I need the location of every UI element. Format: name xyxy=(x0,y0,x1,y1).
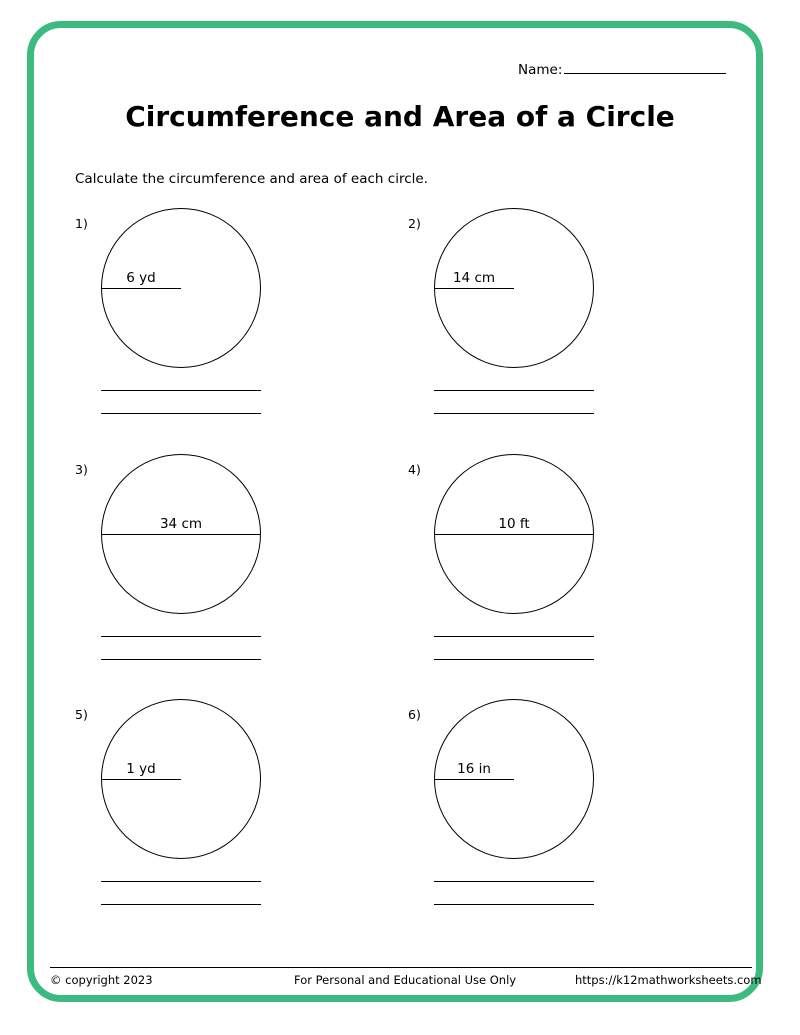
circumference-answer-line[interactable] xyxy=(101,636,261,637)
problem-3 xyxy=(75,462,375,702)
problem-number: 4) xyxy=(408,462,421,477)
name-blank-line[interactable] xyxy=(564,61,726,74)
problem-1 xyxy=(75,216,375,456)
area-answer-line[interactable] xyxy=(434,413,594,414)
problem-6 xyxy=(408,707,708,947)
measure-label: 10 ft xyxy=(498,516,530,532)
problem-5 xyxy=(75,707,375,947)
problem-number: 6) xyxy=(408,707,421,722)
measure-label: 6 yd xyxy=(126,270,156,286)
radius-line xyxy=(101,288,181,289)
problem-4 xyxy=(408,462,708,702)
name-field xyxy=(518,61,726,78)
circumference-answer-line[interactable] xyxy=(101,390,261,391)
area-answer-line[interactable] xyxy=(101,904,261,905)
problem-number: 2) xyxy=(408,216,421,231)
measure-label: 14 cm xyxy=(452,270,496,286)
circumference-answer-line[interactable] xyxy=(434,636,594,637)
footer-url[interactable]: https://k12mathworksheets.com xyxy=(575,973,762,987)
footer-usage: For Personal and Educational Use Only xyxy=(294,973,517,987)
area-answer-line[interactable] xyxy=(101,659,261,660)
area-answer-line[interactable] xyxy=(434,659,594,660)
problem-number: 1) xyxy=(75,216,88,231)
measure-label: 1 yd xyxy=(126,761,156,777)
instructions: Calculate the circumference and area of each circle. xyxy=(75,171,428,187)
diameter-line xyxy=(101,534,261,535)
measure-label: 34 cm xyxy=(159,516,203,532)
problem-number: 5) xyxy=(75,707,88,722)
area-answer-line[interactable] xyxy=(434,904,594,905)
radius-line xyxy=(101,779,181,780)
radius-line xyxy=(434,779,514,780)
problem-number: 3) xyxy=(75,462,88,477)
measure-label: 16 in xyxy=(457,761,491,777)
circumference-answer-line[interactable] xyxy=(101,881,261,882)
footer-divider xyxy=(50,967,752,968)
problem-2 xyxy=(408,216,708,456)
radius-line xyxy=(434,288,514,289)
name-label: Name: xyxy=(518,62,563,78)
worksheet-title: Circumference and Area of a Circle xyxy=(125,100,675,133)
diameter-line xyxy=(434,534,594,535)
circumference-answer-line[interactable] xyxy=(434,881,594,882)
circumference-answer-line[interactable] xyxy=(434,390,594,391)
footer-copyright: © copyright 2023 xyxy=(50,973,153,987)
area-answer-line[interactable] xyxy=(101,413,261,414)
